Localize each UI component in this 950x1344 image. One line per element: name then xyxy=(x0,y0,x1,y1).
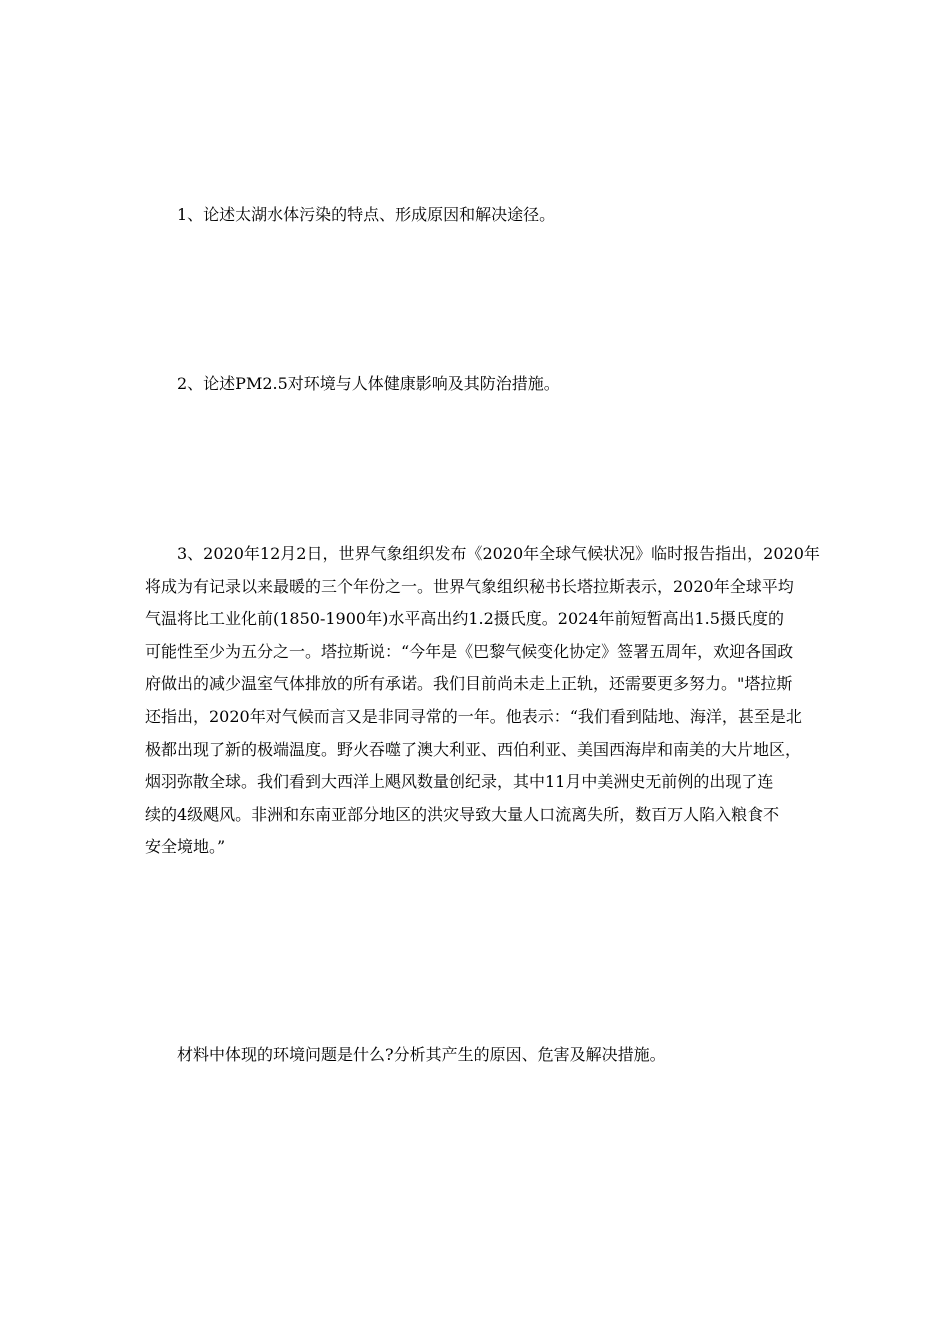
question-1: 1、论述太湖水体污染的特点、形成原因和解决途径。 xyxy=(177,205,556,224)
material-line: 极都出现了新的极端温度。野火吞噬了澳大利亚、西伯利亚、美国西海岸和南美的大片地区， xyxy=(145,739,802,759)
material-line: 续的4级飓风。非洲和东南亚部分地区的洪灾导致大量人口流离失所，数百万人陷入粮食不 xyxy=(145,804,780,824)
question-2: 2、论述PM2.5对环境与人体健康影响及其防治措施。 xyxy=(177,374,560,393)
material-line: 3、2020年12月2日，世界气象组织发布《2020年全球气候状况》临时报告指出，2020年 xyxy=(177,544,820,563)
question-3-material xyxy=(145,538,820,864)
material-line: 府做出的减少温室气体排放的所有承诺。我们目前尚未走上正轨，还需要更多努力。"塔拉斯 xyxy=(145,674,793,694)
material-line: 还指出，2020年对气候而言又是非同寻常的一年。他表示：“我们看到陆地、海洋，甚至是北 xyxy=(145,706,802,726)
question-3-prompt: 材料中体现的环境问题是什么?分析其产生的原因、危害及解决措施。 xyxy=(177,1045,666,1064)
material-line: 可能性至少为五分之一。塔拉斯说：“今年是《巴黎气候变化协定》签署五周年，欢迎各国政 xyxy=(145,641,794,661)
material-line: 将成为有记录以来最暖的三个年份之一。世界气象组织秘书长塔拉斯表示，2020年全球平均 xyxy=(145,576,794,596)
material-line: 气温将比工业化前(1850-1900年)水平高出约1.2摄氏度。2024年前短暂高出1.5摄氏度的 xyxy=(145,609,784,629)
material-line: 安全境地。” xyxy=(145,837,226,857)
material-line: 烟羽弥散全球。我们看到大西洋上飓风数量创纪录，其中11月中美洲史无前例的出现了连 xyxy=(145,772,774,792)
